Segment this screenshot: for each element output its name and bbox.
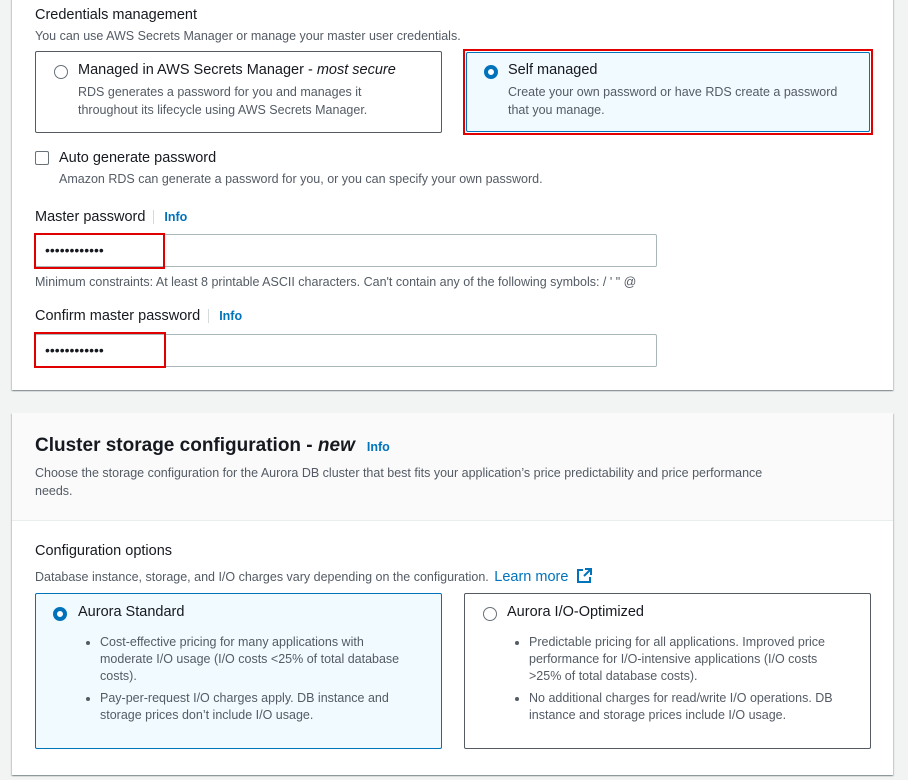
list-item: • Pay-per-request I/O charges apply. DB instance and storage prices don’t include I/O usage. [100,690,414,724]
config-options-description: Database instance, storage, and I/O charges vary depending on the configuration. Learn more [35,568,592,585]
confirm-password-label: Confirm master password Info [35,308,243,324]
config-options-label: Configuration options [35,543,173,559]
aurora-standard-title: Aurora Standard [78,604,185,620]
aurora-io-optimized-bullets [513,634,853,729]
self-managed-radio[interactable] [484,65,498,79]
storage-description: Choose the storage configuration for the Aurora DB cluster that best fits your application’s price predictability and price performance needs. [35,466,763,498]
aurora-standard-bullets [84,634,414,729]
aurora-io-optimized-title: Aurora I/O-Optimized [507,604,644,620]
self-managed-title: Self managed [508,62,598,78]
master-password-label: Master password Info [35,209,188,225]
learn-more-link[interactable]: Learn more [494,569,569,585]
auto-generate-description: Amazon RDS can generate a password for you, or you can specify your own password. [59,172,543,186]
external-link-icon[interactable] [576,568,592,584]
storage-header [12,413,893,521]
secrets-manager-option[interactable] [35,51,442,133]
list-item: • Cost-effective pricing for many applications with moderate I/O usage (I/O costs <25% of total database costs). [100,634,414,685]
list-item: • Predictable pricing for all applications. Improved price performance for I/O-intensive applications (I/O costs >25% of total database costs). [529,634,853,685]
password-constraints: Minimum constraints: At least 8 printable ASCII characters. Can't contain any of the following symbols: / ' " @ [35,275,637,289]
list-item: • No additional charges for read/write I/O operations. DB instance and storage prices include I/O usage. [529,690,853,724]
secrets-manager-title: Managed in AWS Secrets Manager - most secure [78,62,396,78]
secrets-manager-radio[interactable] [54,65,68,79]
storage-title: Cluster storage configuration - new Info [35,435,390,456]
storage-panel [12,413,893,775]
confirm-password-info-link[interactable]: Info [208,309,242,323]
auto-generate-checkbox[interactable] [35,151,49,165]
master-password-info-link[interactable]: Info [153,210,187,224]
aurora-io-optimized-radio[interactable] [483,607,497,621]
aurora-io-optimized-option[interactable] [464,593,871,749]
self-managed-option[interactable] [466,52,870,132]
aurora-standard-option[interactable] [35,593,442,749]
credentials-panel [12,0,893,390]
auto-generate-label[interactable]: Auto generate password [59,150,217,166]
credentials-title: Credentials management [35,7,198,23]
secrets-manager-description: RDS generates a password for you and manages it throughout its lifecycle using AWS Secrets Manager. [78,85,368,117]
storage-info-link[interactable]: Info [366,440,390,454]
confirm-password-input[interactable]: •••••••••••• [35,334,657,367]
aurora-standard-radio[interactable] [53,607,67,621]
master-password-input[interactable]: •••••••••••• [35,234,657,267]
self-managed-description: Create your own password or have RDS create a password that you manage. [508,85,838,117]
credentials-description: You can use AWS Secrets Manager or manage your master user credentials. [35,29,461,43]
